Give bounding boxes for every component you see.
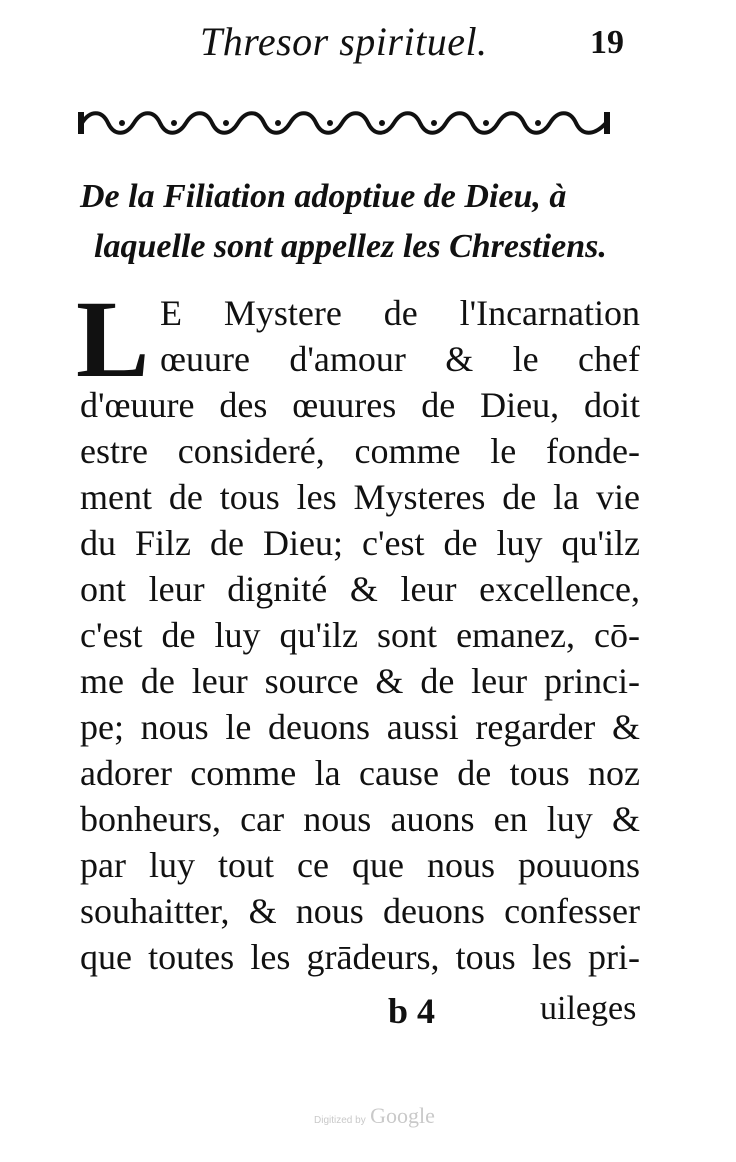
text-line: estre consideré, comme le fonde- [80, 431, 640, 471]
text-line: d'œuure des œuures de Dieu, doit [80, 385, 640, 425]
text-line: ont leur dignité & leur excellence, [80, 569, 640, 609]
page-number: 19 [590, 24, 624, 61]
text-line: bonheurs, car nous auons en luy & [80, 799, 640, 839]
text-line: par luy tout ce que nous pouuons [80, 845, 640, 885]
watermark-prefix: Digitized by [314, 1115, 366, 1126]
text-line: me de leur source & de leur princi- [80, 661, 640, 701]
ornamental-border [78, 108, 610, 138]
text-line: E Mystere de l'Incarnation [160, 293, 640, 333]
chapter-heading-line-2: laquelle sont appellez les Chrestiens. [94, 228, 607, 265]
text-line: du Filz de Dieu; c'est de luy qu'ilz [80, 523, 640, 563]
drop-cap: L [76, 278, 150, 400]
text-line: c'est de luy qu'ilz sont emanez, cō- [80, 615, 640, 655]
body-text [80, 290, 640, 980]
text-line: ment de tous les Mysteres de la vie [80, 477, 640, 517]
running-title: Thresor spirituel. [200, 19, 488, 64]
watermark-brand: Google [370, 1103, 435, 1128]
catchword: uileges [540, 990, 637, 1027]
text-line: que toutes les grādeurs, tous les pri- [80, 937, 640, 977]
chapter-heading [70, 172, 670, 272]
text-line: adorer comme la cause de tous noz [80, 753, 640, 793]
chapter-heading-line-1: De la Filiation adoptiue de Dieu, à [80, 178, 567, 215]
text-line: œuure d'amour & le chef [160, 339, 640, 379]
signature-mark: b 4 [388, 991, 436, 1031]
text-line: pe; nous le deuons aussi regarder & [80, 707, 640, 747]
text-line: souhaitter, & nous deuons confesser [80, 891, 640, 931]
digitization-watermark [314, 1103, 435, 1129]
